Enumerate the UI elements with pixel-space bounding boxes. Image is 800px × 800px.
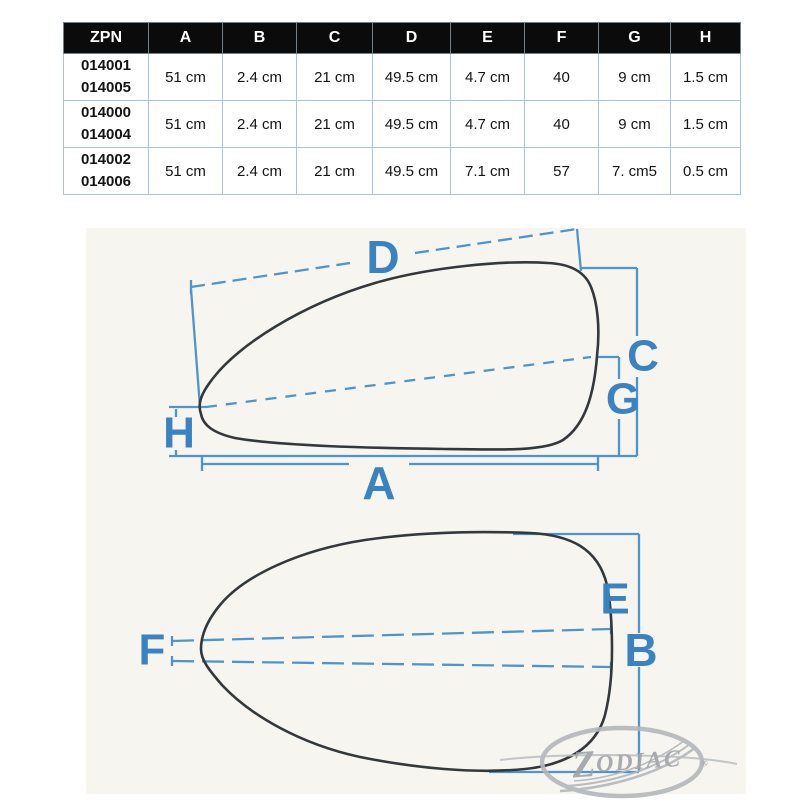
dim-line-d-right — [415, 229, 577, 253]
value-cell: 21 cm — [297, 101, 373, 148]
dimension-label-e: E — [600, 574, 630, 624]
zpn-code: 014000 — [80, 103, 132, 121]
dimension-label-c: C — [627, 331, 659, 381]
dimension-label-h: H — [163, 408, 195, 458]
value-cell: 4.7 cm — [451, 101, 525, 148]
value-cell: 7. cm5 — [599, 148, 671, 195]
logo-letter-z: Z — [570, 742, 597, 787]
zodiac-logo — [500, 728, 737, 796]
value-cell: 40 — [525, 54, 599, 101]
dimension-label-f: F — [138, 625, 166, 675]
zpn-code: 014005 — [80, 79, 132, 96]
value-cell: 40 — [525, 101, 599, 148]
col-header-h: H — [671, 23, 741, 54]
value-cell: 21 cm — [297, 148, 373, 195]
dim-line-d-left — [191, 263, 350, 287]
value-cell: 2.4 cm — [223, 54, 297, 101]
tank-top-outline — [201, 532, 612, 771]
dimension-label-g: G — [605, 374, 641, 424]
value-cell: 7.1 cm — [451, 148, 525, 195]
value-cell: 9 cm — [599, 54, 671, 101]
value-cell: 2.4 cm — [223, 148, 297, 195]
value-cell: 51 cm — [149, 54, 223, 101]
col-header-zpn: ZPN — [64, 23, 149, 54]
side-view-centerline — [206, 357, 591, 407]
value-cell: 0.5 cm — [671, 148, 741, 195]
dimension-label-d: D — [366, 231, 400, 283]
top-view-diagram — [139, 532, 658, 772]
col-header-d: D — [373, 23, 451, 54]
value-cell: 49.5 cm — [373, 101, 451, 148]
dimension-label-a: A — [362, 457, 396, 509]
value-cell: 9 cm — [599, 101, 671, 148]
col-header-c: C — [297, 23, 373, 54]
value-cell: 57 — [525, 148, 599, 195]
value-cell: 21 cm — [297, 54, 373, 101]
value-cell: 51 cm — [149, 148, 223, 195]
side-view-diagram — [163, 229, 659, 509]
zpn-code: 014004 — [80, 126, 132, 143]
zpn-code: 014002 — [80, 150, 132, 168]
col-header-b: B — [223, 23, 297, 54]
value-cell: 51 cm — [149, 101, 223, 148]
centerline-upper — [172, 629, 611, 641]
zpn-code: 014001 — [80, 56, 132, 74]
dimension-label-b: B — [624, 624, 658, 676]
logo-text-rest: ODIAC — [595, 745, 683, 778]
tank-side-outline — [200, 262, 599, 449]
col-header-f: F — [525, 23, 599, 54]
extension-line-left — [191, 289, 200, 407]
col-header-e: E — [451, 23, 525, 54]
col-header-a: A — [149, 23, 223, 54]
logo-registered-mark: ® — [699, 758, 709, 770]
dim-line-d-right-tick — [577, 229, 581, 271]
centerline-lower — [172, 661, 611, 667]
value-cell: 49.5 cm — [373, 54, 451, 101]
value-cell: 2.4 cm — [223, 101, 297, 148]
zpn-code: 014006 — [80, 173, 132, 190]
value-cell: 4.7 cm — [451, 54, 525, 101]
value-cell: 1.5 cm — [671, 101, 741, 148]
value-cell: 1.5 cm — [671, 54, 741, 101]
col-header-g: G — [599, 23, 671, 54]
value-cell: 49.5 cm — [373, 148, 451, 195]
